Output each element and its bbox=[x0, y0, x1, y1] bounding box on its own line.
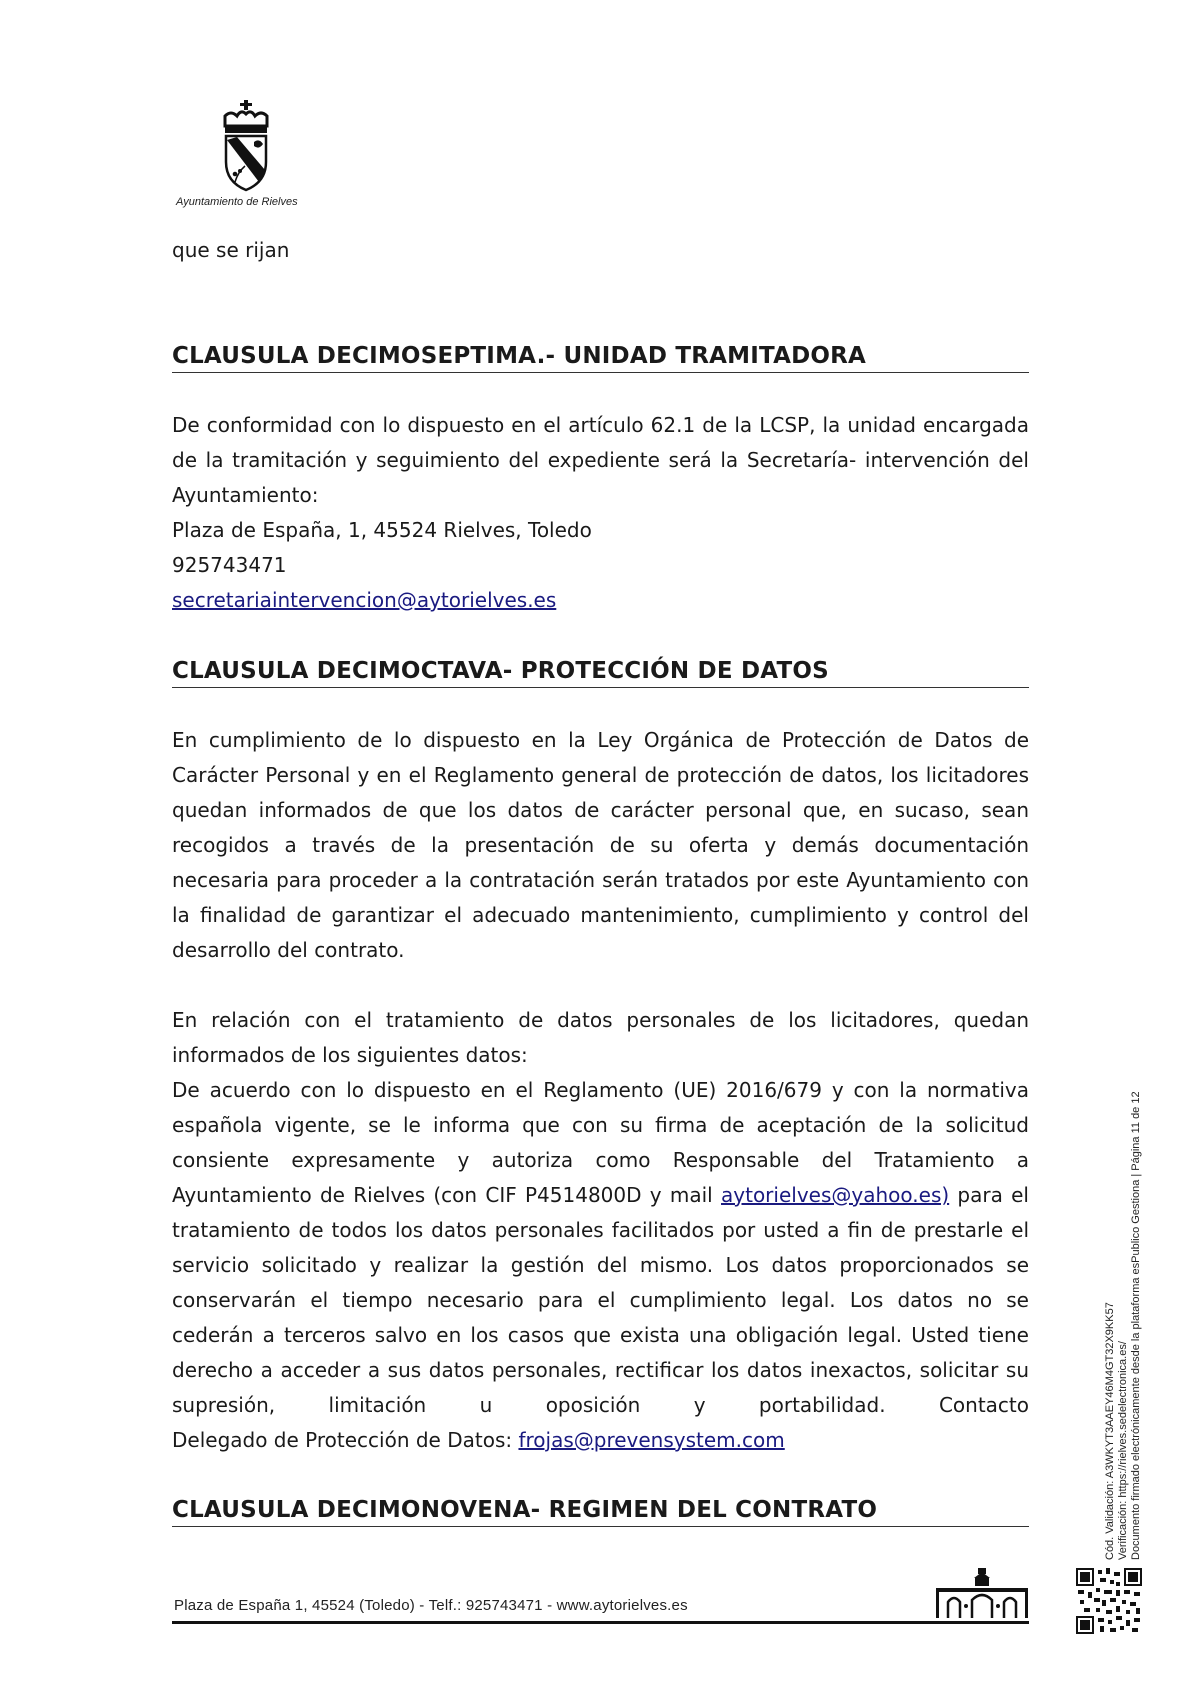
signature-note: Documento firmado electrónicamente desde la plataforma esPublico Gestiona | Página 11 de 12 bbox=[1130, 1091, 1142, 1560]
footer-address: Plaza de España 1, 45524 (Toledo) - Telf.: 925743471 - www.aytorielves.es bbox=[174, 1597, 688, 1614]
logo-caption: Ayuntamiento de Rielves bbox=[176, 196, 298, 208]
ayto-email-link[interactable]: aytorielves@yahoo.es) bbox=[721, 1183, 950, 1207]
continuation-text: que se rijan bbox=[172, 238, 290, 262]
municipal-logo bbox=[176, 100, 326, 212]
dpo-email-link[interactable]: frojas@prevensystem.com bbox=[518, 1428, 785, 1452]
clause-18-paragraph-3-text-a: De acuerdo con lo dispuesto en el Reglamento (UE) 2016/679 y con la normativa española vigente, se le informa que con su firma de aceptación de la solicitud consiente expresamente y autoriza como Responsable del Tratamiento a Ayuntamiento de Rielves (con CIF P4514800D y mail bbox=[172, 1078, 1029, 1207]
clause-17-address: Plaza de España, 1, 45524 Rielves, Toledo bbox=[172, 518, 592, 542]
qr-code-icon bbox=[1076, 1568, 1142, 1634]
validation-code: Cód. Validación: A3WKYT3AAEY46M4GT32X9KK57 bbox=[1104, 1302, 1116, 1560]
clause-19-heading: CLAUSULA DECIMONOVENA- REGIMEN DEL CONTRATO bbox=[172, 1495, 1029, 1527]
clause-17-email-link[interactable]: secretariaintervencion@aytorielves.es bbox=[172, 588, 557, 612]
verification-url: Verificación: https://rielves.sedelectronica.es/ bbox=[1117, 1341, 1129, 1560]
clause-18-paragraph-3-text-b: para el tratamiento de todos los datos personales facilitados por usted a fin de prestarle el servicio solicitado y realizar la gestión del mismo. Los datos proporcionados se conservarán el tiempo necesario para el cumplimiento legal. Los datos no se cederán a terceros salvo en los casos que exista una obligación legal. Usted tiene derecho a acceder a sus datos personales, rectificar los datos inexactos, solicitar su supresión, limitación u oposición y portabilidad. Contacto bbox=[172, 1183, 1029, 1417]
clause-18-heading: CLAUSULA DECIMOCTAVA- PROTECCIÓN DE DATOS bbox=[172, 656, 1029, 688]
footer-rule bbox=[172, 1621, 1029, 1624]
clause-17-phone: 925743471 bbox=[172, 553, 287, 577]
clause-17-heading: CLAUSULA DECIMOSEPTIMA.- UNIDAD TRAMITADORA bbox=[172, 341, 1029, 373]
page-footer bbox=[172, 1590, 1032, 1630]
dpo-line bbox=[172, 1423, 1029, 1458]
dpo-label: Delegado de Protección de Datos: bbox=[172, 1428, 519, 1452]
coat-of-arms-icon bbox=[221, 100, 271, 192]
validation-stamp bbox=[1104, 1091, 1143, 1560]
clause-18-paragraph-3 bbox=[172, 1073, 1029, 1423]
clause-18-paragraph-1: En cumplimiento de lo dispuesto en la Ley Orgánica de Protección de Datos de Carácter Personal y en el Reglamento general de protección de datos, los licitadores quedan informados de que los datos de carácter personal que, en sucaso, sean recogidos a través de la presentación de su oferta y demás documentación necesaria para proceder a la contratación serán tratados por este Ayuntamiento con la finalidad de garantizar el adecuado mantenimiento, cumplimiento y control del desarrollo del contrato. bbox=[172, 728, 1029, 962]
clause-18-paragraph-2: En relación con el tratamiento de datos personales de los licitadores, quedan informados de los siguientes datos: bbox=[172, 1008, 1029, 1067]
clause-17-intro: De conformidad con lo dispuesto en el artículo 62.1 de la LCSP, la unidad encargada de la tramitación y seguimiento del expediente será la Secretaría- intervención del Ayuntamiento: bbox=[172, 413, 1029, 507]
town-hall-icon bbox=[934, 1568, 1030, 1620]
document-body bbox=[172, 233, 1029, 1527]
